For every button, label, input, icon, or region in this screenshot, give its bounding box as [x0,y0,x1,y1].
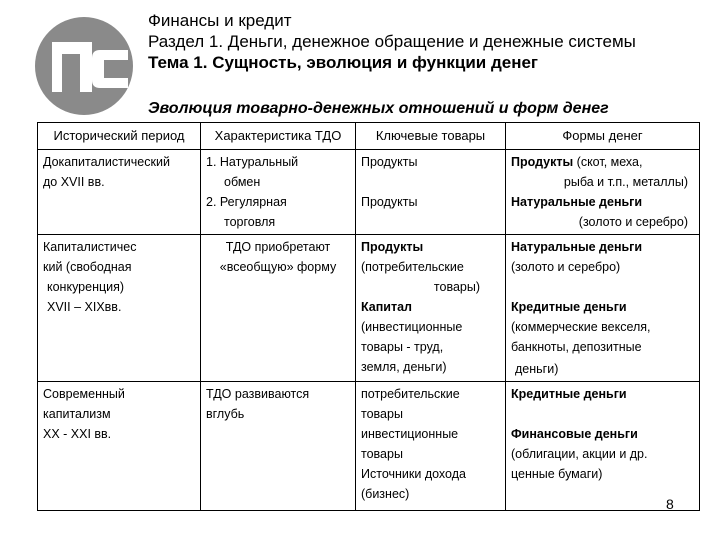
cell-goods: Продукты Продукты [356,150,506,235]
table-header-row [38,123,700,150]
section-title: Раздел 1. Деньги, денежное обращение и денежные системы [148,32,636,51]
course-title: Финансы и кредит [148,11,292,30]
cell-period: Капиталистичес кий (свободная конкуренция) XVII – XIXвв. [38,235,201,382]
header [148,10,708,73]
cell-characteristic: ТДО развиваются вглубь [201,382,356,511]
header-forms: Формы денег [506,123,700,150]
cell-goods: Продукты (потребительские товары) Капитал (инвестиционные товары - труд, земля, деньги) [356,235,506,382]
cell-forms: Кредитные деньги Финансовые деньги (облигации, акции и др. ценные бумаги) [506,382,700,511]
page-number: 8 [666,496,674,512]
topic-title: Тема 1. Сущность, эволюция и функции денег [148,53,538,72]
table-row [38,150,700,235]
table-row [38,382,700,511]
logo-text: ПС [30,14,32,15]
table-row [38,235,700,382]
slide-subtitle: Эволюция товарно-денежных отношений и форм денег [148,100,609,117]
header-characteristic: Характеристика ТДО [201,123,356,150]
cell-forms: Натуральные деньги (золото и серебро) Кредитные деньги (коммерческие векселя, банкноты, депозитные деньги) [506,235,700,382]
header-goods: Ключевые товары [356,123,506,150]
evolution-table [37,122,700,511]
header-period: Исторический период [38,123,201,150]
cell-period: Современный капитализм XX - XXI вв. [38,382,201,511]
logo [30,14,138,116]
cell-period: Докапиталистический до XVII вв. [38,150,201,235]
cell-characteristic: ТДО приобретают «всеобщую» форму [201,235,356,382]
cell-forms: Продукты (скот, меха, рыба и т.п., металлы) Натуральные деньги (золото и серебро) [506,150,700,235]
cell-goods: потребительские товары инвестиционные товары Источники дохода (бизнес) [356,382,506,511]
cell-characteristic: 1. Натуральный обмен 2. Регулярная торговля [201,150,356,235]
